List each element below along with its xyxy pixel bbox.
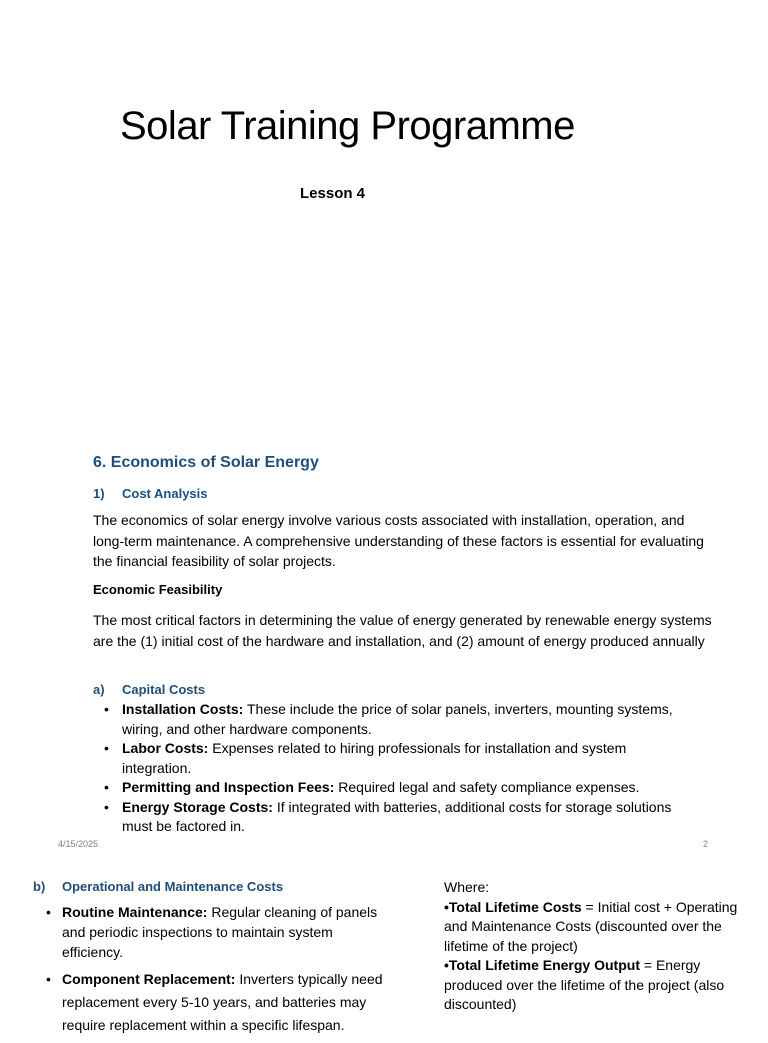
list-item-text: Inverters typically need replacement every 5-10 years, and batteries may require replacement within a specific lifespan.	[62, 971, 383, 1033]
bullet-dot-icon: •	[104, 740, 109, 756]
bullet-dot-icon: •	[104, 779, 109, 795]
capital-costs-number: a)	[93, 682, 105, 697]
economic-feasibility-heading: Economic Feasibility	[93, 582, 223, 597]
om-costs-number: b)	[33, 879, 46, 894]
om-costs-heading	[33, 879, 283, 894]
cost-analysis-heading	[93, 486, 208, 501]
list-item	[46, 968, 396, 1037]
cost-analysis-label: Cost Analysis	[122, 486, 208, 501]
list-item-text: Regular cleaning of panels and periodic inspections to maintain system efficiency.	[62, 904, 378, 960]
list-item	[104, 700, 694, 739]
lesson-subtitle: Lesson 4	[300, 185, 366, 202]
where-label: Where:	[444, 879, 490, 895]
om-costs-label: Operational and Maintenance Costs	[62, 879, 284, 894]
list-item	[104, 798, 694, 837]
list-item-text: If integrated with batteries, additional costs for storage solutions must be factored in.	[122, 798, 672, 834]
definition-term: •Total Lifetime Energy Output	[444, 957, 640, 973]
definition-text: = Energy produced over the lifetime of the project (also discounted)	[444, 957, 725, 1012]
capital-costs-label: Capital Costs	[122, 682, 206, 697]
list-item-text: These include the price of solar panels, inverters, mounting systems, wiring, and other hardware components.	[122, 701, 673, 737]
formula-definitions	[444, 878, 754, 1015]
list-item-text: Expenses related to hiring professionals for installation and system integration.	[122, 740, 627, 776]
list-item-term: Energy Storage Costs:	[122, 798, 273, 815]
footer-date: 4/15/2025	[58, 839, 99, 849]
list-item-term: Routine Maintenance:	[62, 904, 208, 920]
capital-costs-list	[104, 700, 694, 837]
list-item-term: Installation Costs:	[122, 701, 244, 717]
section-heading: 6. Economics of Solar Energy	[93, 454, 319, 471]
om-costs-list	[46, 902, 396, 1043]
list-item-term: Permitting and Inspection Fees:	[122, 779, 335, 795]
list-item	[104, 778, 694, 798]
definition-term: •Total Lifetime Costs	[444, 898, 582, 915]
bullet-dot-icon: •	[104, 701, 109, 717]
definition-item	[444, 956, 754, 1015]
definition-item	[444, 898, 754, 957]
page-title: Solar Training Programme	[120, 104, 575, 148]
footer-page-number: 2	[703, 839, 709, 849]
capital-costs-heading	[93, 682, 205, 697]
feasibility-paragraph: The most critical factors in determining the value of energy generated by renewable energy systems are the (1) initial cost of the hardware and installation, and (2) amount of energy produced annually	[93, 612, 712, 649]
bullet-dot-icon: •	[46, 971, 51, 987]
intro-paragraph: The economics of solar energy involve various costs associated with installation, operation, and long-term maintenance. A comprehensive understanding of these factors is essential for evaluating the financial feasibility of solar projects.	[93, 512, 704, 569]
list-item-term: Labor Costs:	[122, 740, 209, 756]
cost-analysis-number: 1)	[93, 486, 105, 501]
list-item-term: Component Replacement:	[62, 971, 236, 987]
bullet-dot-icon: •	[104, 798, 109, 815]
list-item	[46, 902, 396, 962]
bullet-dot-icon: •	[46, 904, 51, 920]
list-item	[104, 739, 694, 778]
definition-text: = Initial cost + Operating and Maintenance Costs (discounted over the lifetime of the project)	[444, 898, 738, 954]
list-item-text: Required legal and safety compliance expenses.	[334, 779, 640, 795]
